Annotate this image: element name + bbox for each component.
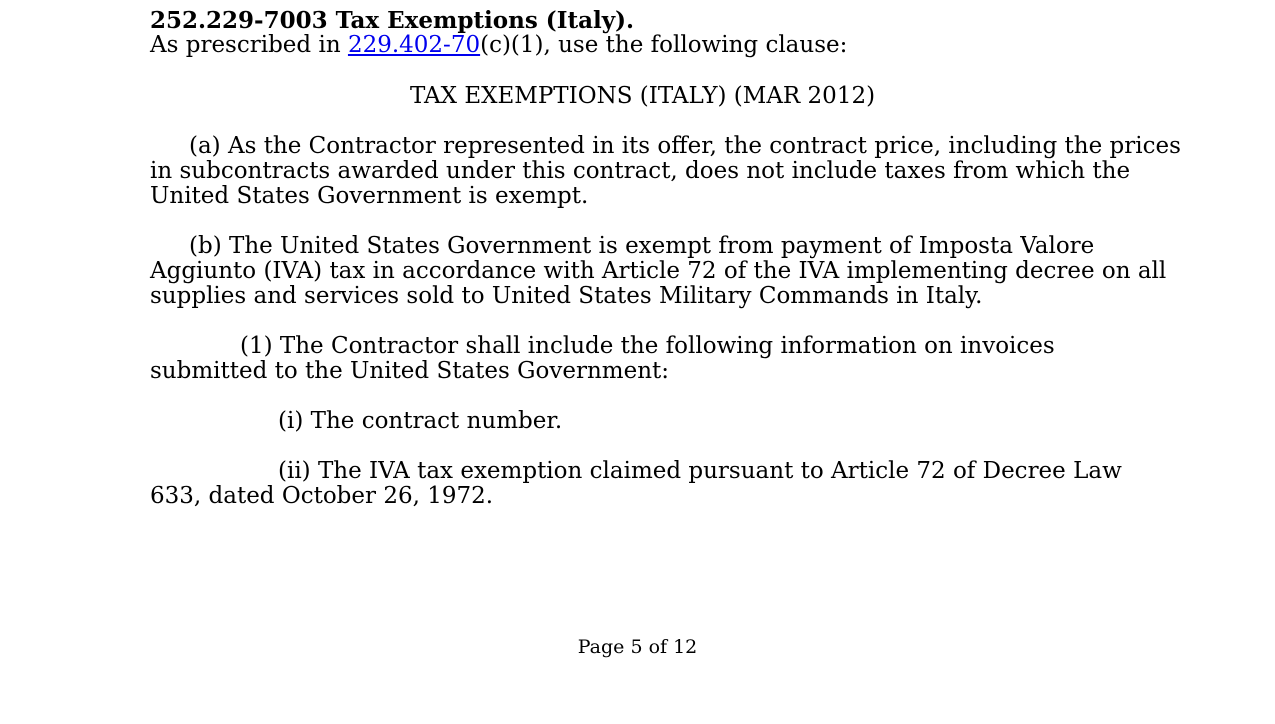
paragraph-a xyxy=(150,133,1181,209)
paragraph-b-line: supplies and services sold to United States Military Commands in Italy. xyxy=(150,283,983,309)
clause-heading: 252.229-7003 Tax Exemptions (Italy). xyxy=(150,7,634,34)
paragraph-a-line: United States Government is exempt. xyxy=(150,183,589,209)
clause-title: TAX EXEMPTIONS (ITALY) (MAR 2012) xyxy=(409,83,876,109)
document-body xyxy=(150,7,1181,509)
paragraph-b1-line: (1) The Contractor shall include the following information on invoices xyxy=(240,333,1055,359)
paragraph-ii-line: 633, dated October 26, 1972. xyxy=(150,483,494,509)
intro-suffix: (c)(1), use the following clause: xyxy=(480,32,848,58)
paragraph-b1-line: submitted to the United States Government: xyxy=(150,358,669,384)
intro-line xyxy=(150,33,1135,58)
paragraph-i-line: (i) The contract number. xyxy=(278,408,563,434)
clause-reference-link[interactable]: 229.402-70 xyxy=(347,32,481,58)
paragraph-ii xyxy=(150,459,1135,509)
paragraph-a-line: in subcontracts awarded under this contract, does not include taxes from which the xyxy=(150,158,1131,184)
paragraph-a-line: (a) As the Contractor represented in its offer, the contract price, including the prices xyxy=(189,133,1181,159)
paragraph-b-line: Aggiunto (IVA) tax in accordance with Article 72 of the IVA implementing decree on all xyxy=(150,258,1167,284)
paragraph-i xyxy=(150,409,1135,434)
paragraph-ii-line: (ii) The IVA tax exemption claimed pursuant to Article 72 of Decree Law xyxy=(278,458,1122,484)
page-number: Page 5 of 12 xyxy=(577,636,698,658)
paragraph-b xyxy=(150,233,1167,309)
paragraph-b-line: (b) The United States Government is exempt from payment of Imposta Valore xyxy=(189,233,1095,259)
paragraph-b1 xyxy=(150,334,1135,384)
intro-prefix: As prescribed in xyxy=(150,32,348,58)
